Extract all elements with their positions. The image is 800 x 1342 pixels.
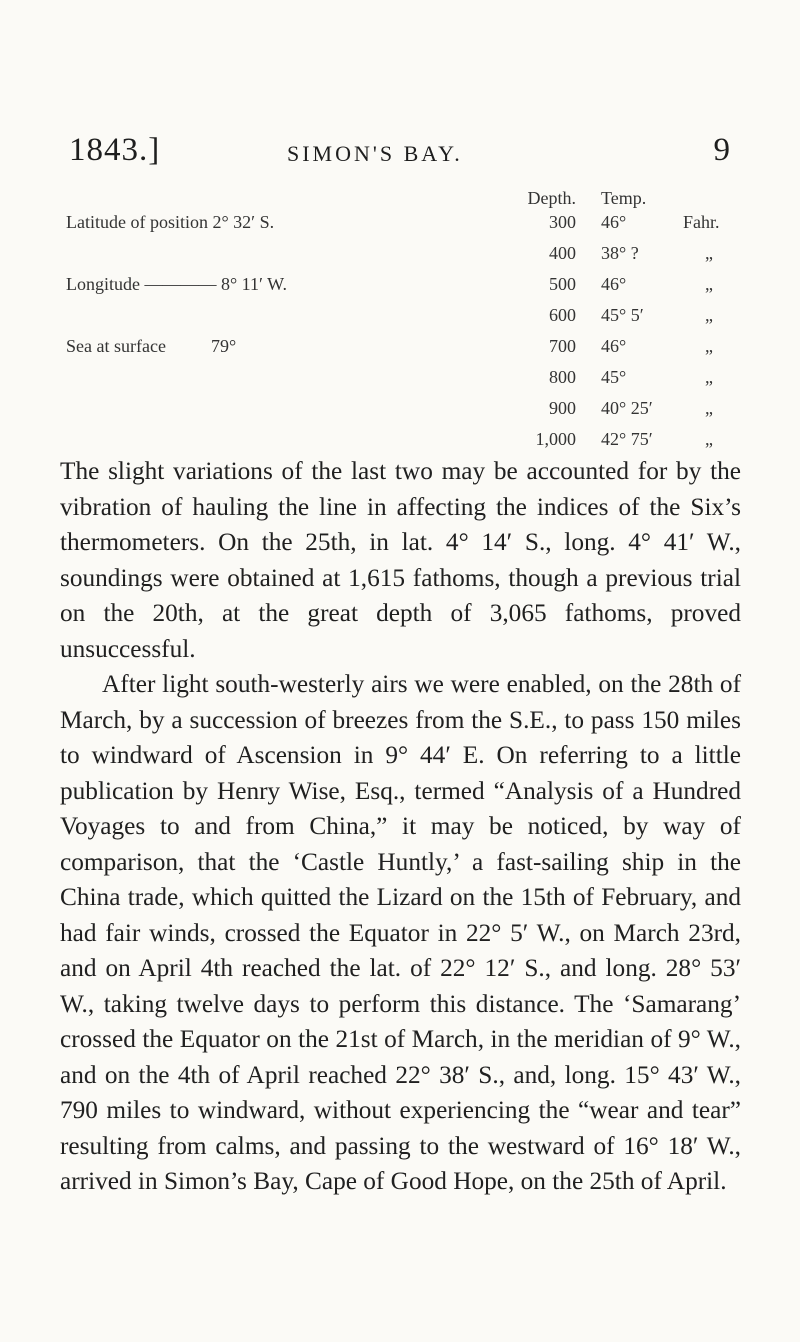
table-row-unit: „ [705,305,713,325]
table-row-depth: 300 [549,212,576,232]
running-head-title: SIMON'S BAY. [287,141,463,166]
longitude-line: Longitude ———— 8° 11′ W. [66,274,287,294]
table-row-depth: 600 [549,305,576,325]
table-row-depth: 700 [549,336,576,356]
paragraph: After light south-westerly airs we were enabled, on the 28th of March, by a succession of breezes from the S.E., to pass 150 miles to windward of Ascension in 9° 44′ E. On referring to a little publication by Henry Wise, Esq., termed “Analysis of a Hundred Voyages to and from China,” it may be noticed, by way of comparison, that the ‘Castle Huntly,’ a fast-sailing ship in the China trade, which quitted the Lizard on the 15th of February, and had fair winds, crossed the Equator in 22° 5′ W., on March 23rd, and on April 4th reached the lat. of 22° 12′ S., and long. 28° 53′ W., taking twelve days to perform this distance. The ‘Samarang’ crossed the Equator on the 21st of March, in the meridian of 9° W., and on the 4th of April reached 22° 38′ S., and, long. 15° 43′ W., 790 miles to windward, without experiencing the “wear and tear” resulting from calms, and passing to the westward of 16° 18′ W., arrived in Simon’s Bay, Cape of Good Hope, on the 25th of April. [60,670,741,1195]
table-row-temp: 45° 5′ [601,305,644,325]
table-row-unit: „ [705,429,713,449]
table-row-unit: „ [705,367,713,387]
page-header [69,132,730,172]
table-row-depth: 800 [549,367,576,387]
temp-header: Temp. [601,188,647,208]
table-row-depth: 1,000 [535,429,576,449]
table-row-depth: 500 [549,274,576,294]
page-number: 9 [713,132,730,168]
running-head-year: 1843.] [69,132,161,168]
sounding-data-block [66,188,746,458]
table-row-depth: 400 [549,243,576,263]
table-row-unit: „ [705,274,713,294]
table-row-temp: 46° [601,336,627,356]
table-row-unit: „ [705,336,713,356]
table-row-unit: „ [705,398,713,418]
table-row-temp: 38° ? [601,243,639,263]
table-row-temp: 46° [601,274,627,294]
table-row-temp: 45° [601,367,627,387]
body-text [60,454,741,1200]
table-row-unit: Fahr. [683,212,720,232]
table-row-depth: 900 [549,398,576,418]
latitude-line: Latitude of position 2° 32′ S. [66,212,275,232]
table-row-temp: 46° [601,212,627,232]
paragraph: The slight variations of the last two may be accounted for by the vibration of hauling the line in affecting the indices of the Six’s thermometers. On the 25th, in lat. 4° 14′ S., long. 4° 41′ W., soundings were obtained at 1,615 fathoms, though a previous trial on the 20th, at the great depth of 3,065 fathoms, proved unsuccessful. [60,457,741,663]
depth-header: Depth. [527,188,576,208]
sea-surface-line: Sea at surface 79° [66,336,237,356]
table-row-temp: 40° 25′ [601,398,653,418]
table-row-unit: „ [705,243,713,263]
table-row-temp: 42° 75′ [601,429,653,449]
